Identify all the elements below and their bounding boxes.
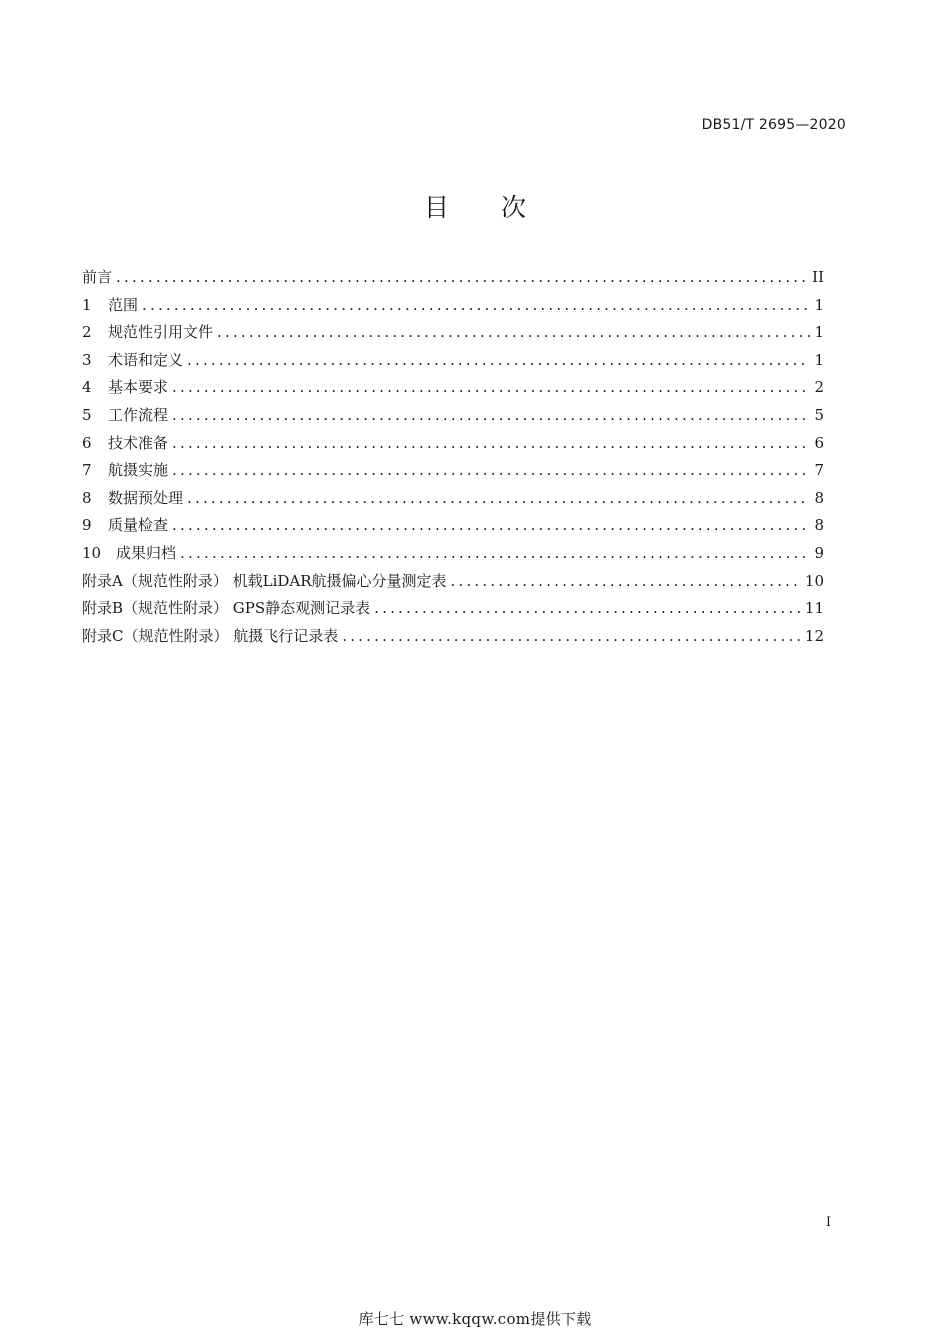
toc-entry-page: 12 xyxy=(804,626,824,645)
toc-entry-label: 规范性引用文件 xyxy=(108,323,214,342)
toc-entry-8[interactable] xyxy=(82,487,824,515)
toc-leader-dots xyxy=(342,627,801,645)
toc-entry-number: 7 xyxy=(82,461,92,480)
toc-leader-dots xyxy=(116,268,808,286)
toc-entry-label: 附录A（规范性附录） 机载LiDAR航摄偏心分量测定表 xyxy=(82,571,447,590)
toc-entry-page: 6 xyxy=(814,433,824,452)
toc-leader-dots xyxy=(172,406,810,424)
toc-entry-4[interactable] xyxy=(82,376,824,404)
toc-entry-number: 8 xyxy=(82,488,92,507)
toc-leader-dots xyxy=(451,572,801,590)
toc-entry-page: 1 xyxy=(814,323,824,342)
toc-entry-label: 质量检查 xyxy=(108,516,169,535)
toc-entry-7[interactable] xyxy=(82,459,824,487)
toc-entry-number: 2 xyxy=(82,323,92,342)
toc-entry-page: 5 xyxy=(814,405,824,424)
toc-entry-page: 8 xyxy=(814,488,824,507)
toc-entry-label: 术语和定义 xyxy=(108,350,184,369)
toc-entry-5[interactable] xyxy=(82,404,824,432)
toc-entry-page: 1 xyxy=(814,295,824,314)
toc-entry-number: 6 xyxy=(82,433,92,452)
toc-entry-3[interactable] xyxy=(82,349,824,377)
toc-entry-10[interactable] xyxy=(82,542,824,570)
toc-entry-page: 9 xyxy=(814,543,824,562)
toc-leader-dots xyxy=(172,461,810,479)
toc-entry-page: 2 xyxy=(814,378,824,397)
toc-entry-2[interactable] xyxy=(82,321,824,349)
toc-leader-dots xyxy=(172,378,810,396)
toc-entry-page: 7 xyxy=(814,461,824,480)
toc-entry-number: 5 xyxy=(82,405,92,424)
table-of-contents xyxy=(82,266,824,652)
toc-entry-page: II xyxy=(812,268,824,286)
title-char-2: 次 xyxy=(501,193,527,222)
toc-entry-label: 工作流程 xyxy=(108,405,169,424)
toc-entry-page: 8 xyxy=(814,516,824,535)
toc-entry-number: 3 xyxy=(82,350,92,369)
toc-entry-label: 航摄实施 xyxy=(108,461,169,480)
toc-leader-dots xyxy=(187,351,810,369)
page-number: I xyxy=(825,1215,831,1230)
toc-entry-number: 9 xyxy=(82,516,92,535)
toc-entry-label: 附录B（规范性附录） GPS静态观测记录表 xyxy=(82,599,371,618)
toc-entry-number: 1 xyxy=(82,295,92,314)
toc-leader-dots xyxy=(172,516,810,534)
toc-entry-6[interactable] xyxy=(82,432,824,460)
toc-entry-page: 10 xyxy=(804,571,824,590)
toc-entry-1[interactable] xyxy=(82,294,824,322)
toc-entry-label: 附录C（规范性附录） 航摄飞行记录表 xyxy=(82,626,339,645)
toc-entry-label: 范围 xyxy=(108,295,139,314)
toc-entry-number: 4 xyxy=(82,378,92,397)
toc-entry-appendix-b[interactable] xyxy=(82,597,824,625)
toc-entry-9[interactable] xyxy=(82,514,824,542)
toc-entry-page: 1 xyxy=(814,350,824,369)
toc-entry-label: 技术准备 xyxy=(108,433,169,452)
toc-leader-dots xyxy=(180,544,810,562)
toc-leader-dots xyxy=(217,323,810,341)
toc-entry-number: 10 xyxy=(82,543,102,562)
toc-entry-label: 前言 xyxy=(82,268,113,286)
toc-entry-foreword[interactable] xyxy=(82,266,824,294)
toc-leader-dots xyxy=(187,489,810,507)
toc-entry-appendix-c[interactable] xyxy=(82,625,824,653)
toc-entry-page: 11 xyxy=(804,599,824,618)
download-source-footer: 库七七 www.kqqw.com提供下载 xyxy=(358,1310,592,1328)
page-title xyxy=(0,188,950,224)
toc-entry-label: 成果归档 xyxy=(116,543,177,562)
toc-leader-dots xyxy=(142,296,810,314)
toc-entry-label: 基本要求 xyxy=(108,378,169,397)
toc-leader-dots xyxy=(172,434,810,452)
toc-entry-label: 数据预处理 xyxy=(108,488,184,507)
standard-code: DB51/T 2695—2020 xyxy=(701,117,846,133)
title-char-1: 目 xyxy=(423,193,449,222)
toc-entry-appendix-a[interactable] xyxy=(82,570,824,598)
toc-leader-dots xyxy=(374,599,801,617)
